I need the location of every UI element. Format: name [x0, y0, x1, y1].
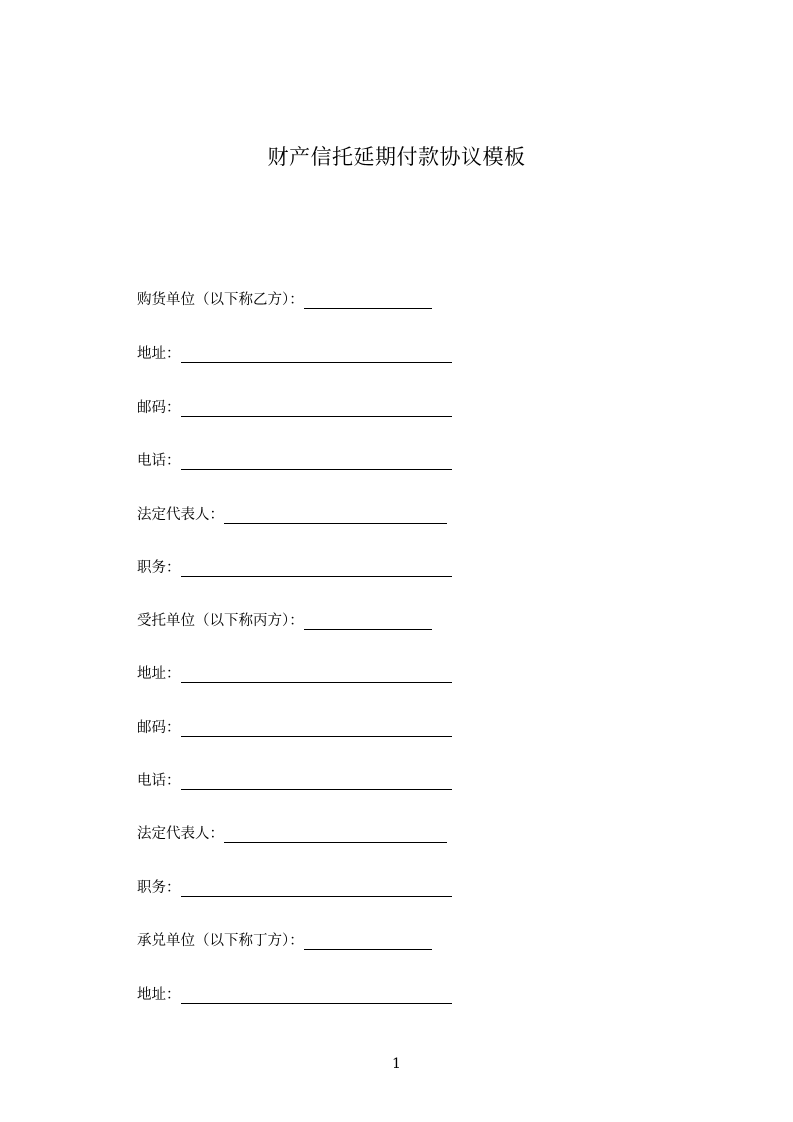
blank-line[interactable]: [181, 987, 452, 1004]
field-label: 法定代表人：: [137, 826, 224, 842]
field-acceptor-address: [137, 985, 452, 1005]
field-label: 邮码：: [137, 720, 181, 736]
field-label: 邮码：: [137, 400, 181, 416]
page-number: 1: [392, 1056, 401, 1072]
blank-line[interactable]: [304, 613, 432, 630]
field-trustee-unit: [137, 611, 432, 631]
field-label: 职务：: [137, 560, 181, 576]
field-buyer-unit: [137, 290, 432, 310]
blank-line[interactable]: [181, 720, 452, 737]
field-trustee-legal-rep: [137, 824, 447, 844]
blank-line[interactable]: [181, 346, 452, 363]
document-title: 财产信托延期付款协议模板: [267, 145, 526, 169]
blank-line[interactable]: [304, 292, 432, 309]
field-buyer-address: [137, 344, 452, 364]
field-label: 法定代表人：: [137, 507, 224, 523]
field-trustee-phone: [137, 771, 452, 791]
blank-line[interactable]: [181, 666, 452, 683]
blank-line[interactable]: [224, 826, 447, 843]
field-label: 地址：: [137, 666, 181, 682]
blank-line[interactable]: [181, 400, 452, 417]
field-trustee-postcode: [137, 718, 452, 738]
field-buyer-phone: [137, 451, 452, 471]
field-label: 职务：: [137, 880, 181, 896]
blank-line[interactable]: [181, 453, 452, 470]
field-buyer-title: [137, 558, 452, 578]
field-label: 购货单位（以下称乙方）：: [137, 292, 304, 308]
blank-line[interactable]: [181, 560, 452, 577]
blank-line[interactable]: [181, 880, 452, 897]
field-label: 地址：: [137, 987, 181, 1003]
field-label: 受托单位（以下称丙方）：: [137, 613, 304, 629]
field-acceptor-unit: [137, 931, 432, 951]
blank-line[interactable]: [181, 773, 452, 790]
field-trustee-title: [137, 878, 452, 898]
blank-line[interactable]: [304, 933, 432, 950]
blank-line[interactable]: [224, 507, 447, 524]
field-buyer-postcode: [137, 398, 452, 418]
field-label: 承兑单位（以下称丁方）：: [137, 933, 304, 949]
field-buyer-legal-rep: [137, 505, 447, 525]
field-label: 电话：: [137, 453, 181, 469]
field-label: 电话：: [137, 773, 181, 789]
field-trustee-address: [137, 664, 452, 684]
field-label: 地址：: [137, 346, 181, 362]
